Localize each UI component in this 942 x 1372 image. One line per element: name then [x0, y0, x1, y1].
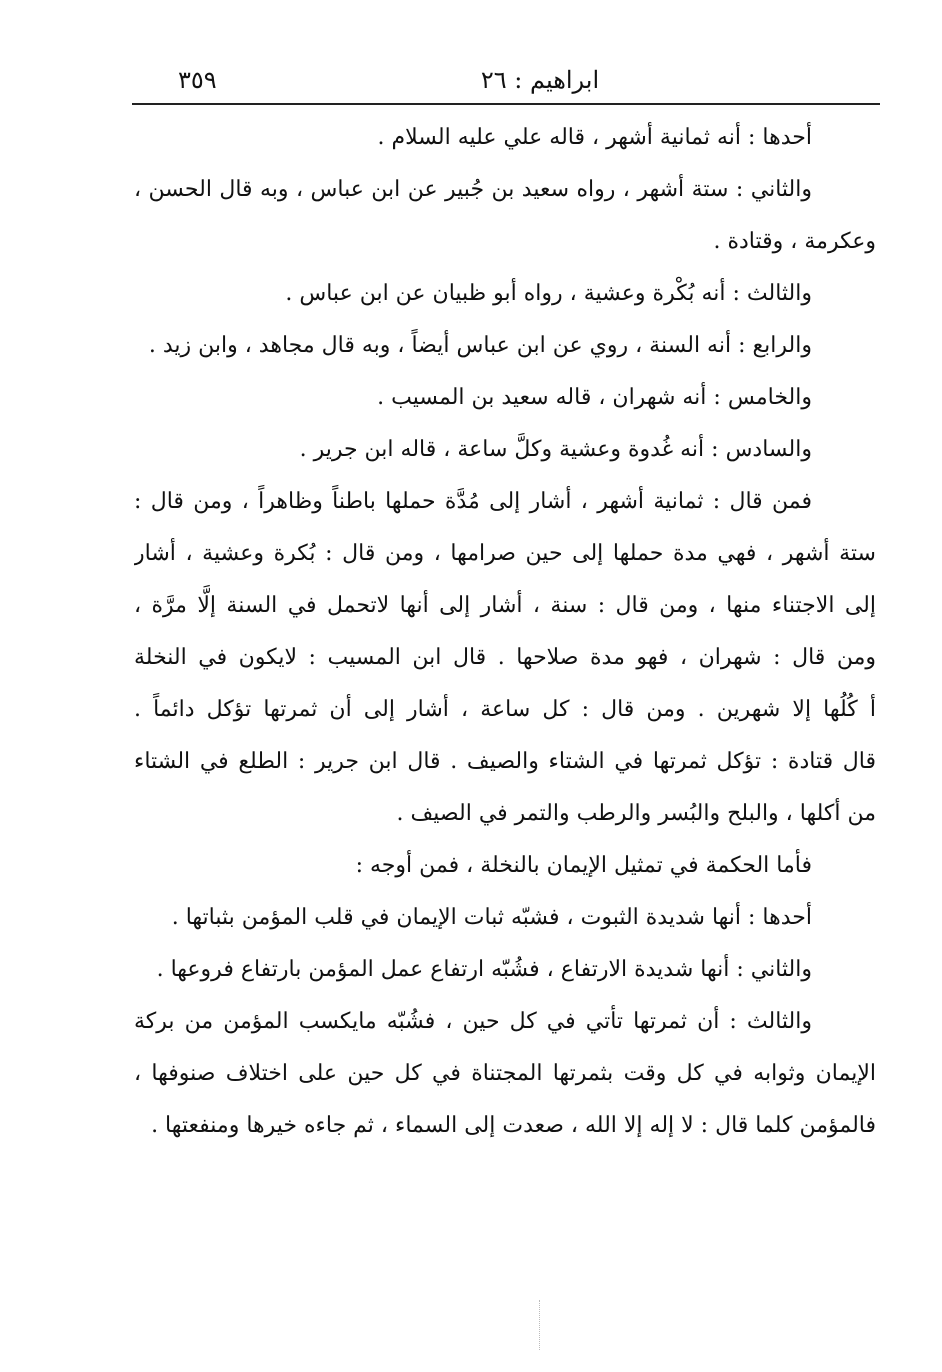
page-number: ٣٥٩ — [178, 66, 217, 94]
text-line-14: من أكلها ، والبلح والبُسر والرطب والتمر في الصيف . — [396, 801, 876, 826]
header-rule — [132, 103, 880, 105]
text-line-2: والثاني : ستة أشهر ، رواه سعيد بن جُبير عن ابن عباس ، وبه قال الحسن ، — [134, 177, 812, 202]
text-line-12: أ كُلُها إلا شهرين . ومن قال : كل ساعة ، أشار إلى أن ثمرتها تؤكل دائماً . — [134, 697, 876, 722]
text-line-8: فمن قال : ثمانية أشهر ، أشار إلى مُدَّة حملها باطناً وظاهراً ، ومن قال : — [134, 489, 812, 514]
text-line-15: فأما الحكمة في تمثيل الإيمان بالنخلة ، فمن أوجه : — [355, 853, 812, 878]
text-line-13: قال قتادة : تؤكل ثمرتها في الشتاء والصيف . قال ابن جرير : الطلع في الشتاء — [134, 749, 876, 774]
running-header — [130, 62, 878, 98]
text-line-11: ومن قال : شهران ، فهو مدة صلاحها . قال ابن المسيب : لايكون في النخلة — [134, 645, 876, 670]
text-line-10: إلى الاجتناء منها ، ومن قال : سنة ، أشار إلى أنها لاتحمل في السنة إلَّا مرَّة ، — [134, 593, 876, 618]
text-line-18: والثالث : أن ثمرتها تأتي في كل حين ، فشُبّه مايكسب المؤمن من بركة — [134, 1009, 812, 1034]
text-line-9: ستة أشهر ، فهي مدة حملها إلى حين صرامها ، ومن قال : بُكرة وعشية ، أشار — [134, 541, 876, 566]
scan-artifact-line — [539, 1300, 541, 1350]
text-line-1: أحدها : أنه ثمانية أشهر ، قاله علي عليه السلام . — [377, 125, 812, 150]
text-line-17: والثاني : أنها شديدة الارتفاع ، فشُبّه ارتفاع عمل المؤمن بارتفاع فروعها . — [156, 957, 812, 982]
body-text — [134, 112, 876, 1152]
text-line-19: الإيمان وثوابه في كل وقت بثمرتها المجتناة في كل حين على اختلاف صنوفها ، — [134, 1061, 876, 1086]
text-line-20: فالمؤمن كلما قال : لا إله إلا الله ، صعدت إلى السماء ، ثم جاءه خيرها ومنفعتها . — [151, 1113, 876, 1138]
text-line-7: والسادس : أنه غُدوة وعشية وكلَّ ساعة ، قاله ابن جرير . — [299, 437, 812, 462]
running-title: ابراهيم : ٢٦ — [480, 66, 600, 94]
text-line-6: والخامس : أنه شهران ، قاله سعيد بن المسيب . — [377, 385, 812, 410]
text-line-3: وعكرمة ، وقتادة . — [713, 229, 876, 254]
text-line-4: والثالث : أنه بُكْرة وعشية ، رواه أبو ظبيان عن ابن عباس . — [285, 281, 812, 306]
text-line-5: والرابع : أنه السنة ، روي عن ابن عباس أيضاً ، وبه قال مجاهد ، وابن زيد . — [148, 333, 812, 358]
text-line-16: أحدها : أنها شديدة الثبوت ، فشبّه ثبات الإيمان في قلب المؤمن بثباتها . — [171, 905, 812, 930]
